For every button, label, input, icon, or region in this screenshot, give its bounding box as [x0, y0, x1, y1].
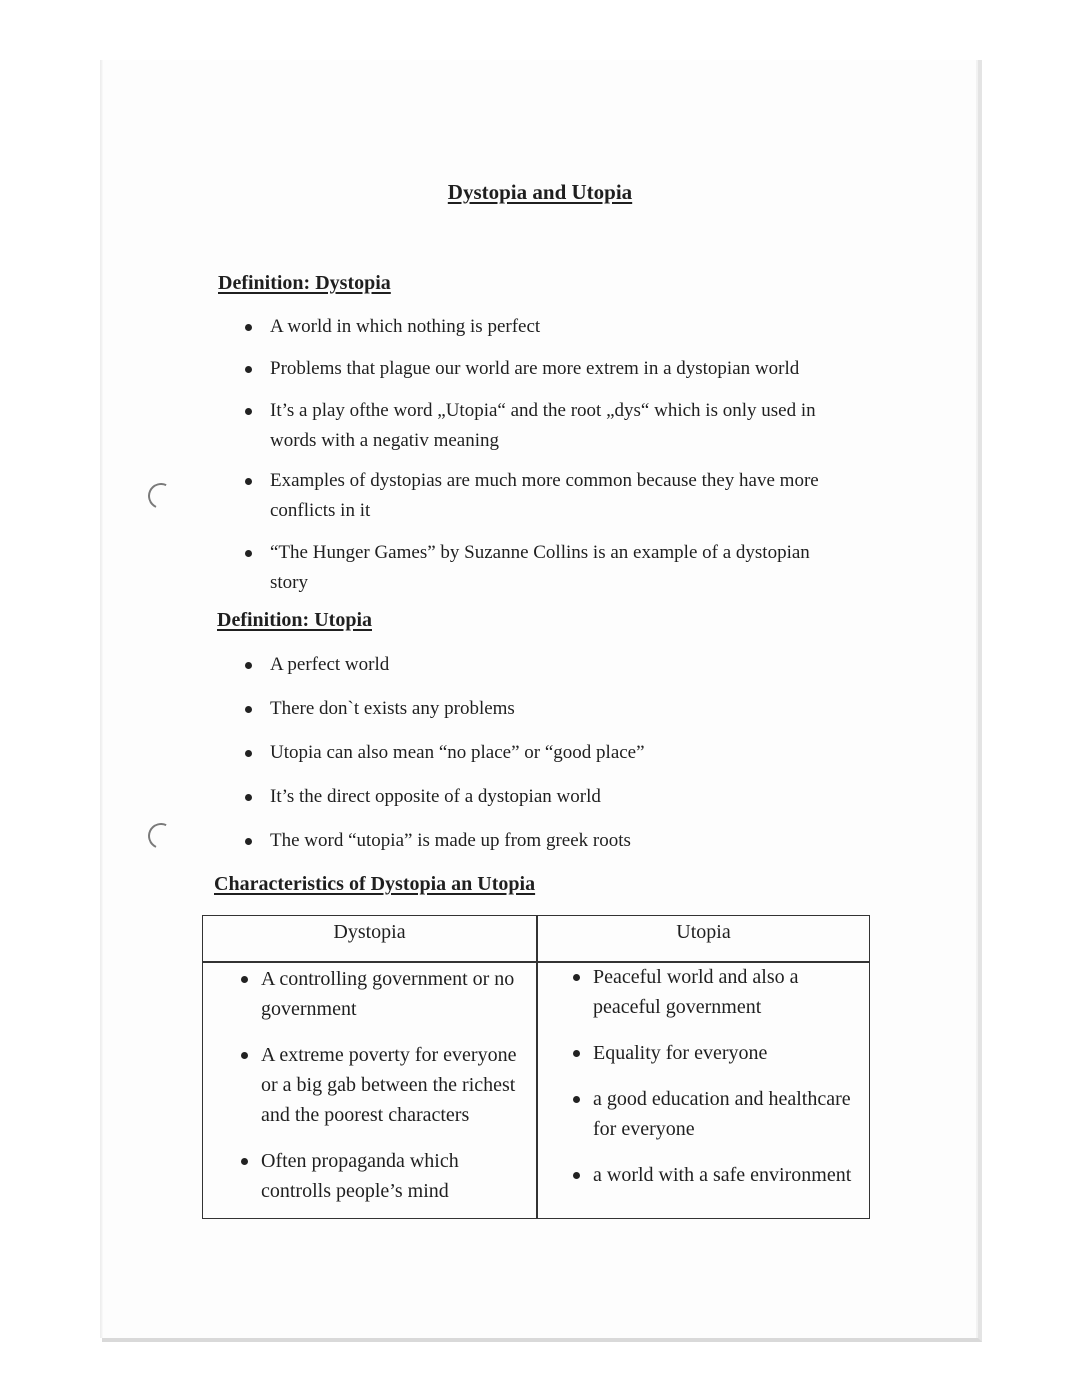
dystopia-characteristics-list: [233, 964, 528, 1206]
list-item: A world in which nothing is perfect: [240, 312, 840, 342]
characteristics-table: [202, 915, 870, 1219]
list-item: “The Hunger Games” by Suzanne Collins is an example of a dystopian story: [240, 538, 840, 598]
dystopia-definition-list: [240, 312, 840, 598]
utopia-definition-list: [240, 650, 840, 856]
list-item: There don`t exists any problems: [240, 694, 840, 724]
list-item: Often propaganda which controlls people’s mind: [233, 1146, 528, 1206]
utopia-column-header: Utopia: [676, 921, 731, 943]
dystopia-column-header: Dystopia: [333, 921, 406, 943]
list-item: Problems that plague our world are more extrem in a dystopian world: [240, 354, 840, 384]
list-item: a world with a safe environment: [565, 1160, 865, 1190]
list-item: It’s the direct opposite of a dystopian world: [240, 782, 840, 812]
list-item: A controlling government or no government: [233, 964, 528, 1024]
list-item: Utopia can also mean “no place” or “good place”: [240, 738, 840, 768]
list-item: The word “utopia” is made up from greek roots: [240, 826, 840, 856]
list-item: Peaceful world and also a peaceful government: [565, 962, 865, 1022]
list-item: It’s a play ofthe word „Utopia“ and the root „dys“ which is only used in words with a negativ meaning: [240, 396, 840, 456]
list-item: A extreme poverty for everyone or a big gab between the richest and the poorest characters: [233, 1040, 528, 1130]
list-item: A perfect world: [240, 650, 840, 680]
utopia-definition-heading: Definition: Utopia: [217, 609, 372, 631]
list-item: Equality for everyone: [565, 1038, 865, 1068]
list-item: a good education and healthcare for everyone: [565, 1084, 865, 1144]
page-title: Dystopia and Utopia: [447, 180, 633, 204]
characteristics-heading: Characteristics of Dystopia an Utopia: [214, 873, 536, 895]
utopia-characteristics-list: [565, 962, 865, 1190]
dystopia-definition-heading: Definition: Dystopia: [218, 272, 391, 294]
list-item: Examples of dystopias are much more common because they have more conflicts in it: [240, 466, 840, 526]
